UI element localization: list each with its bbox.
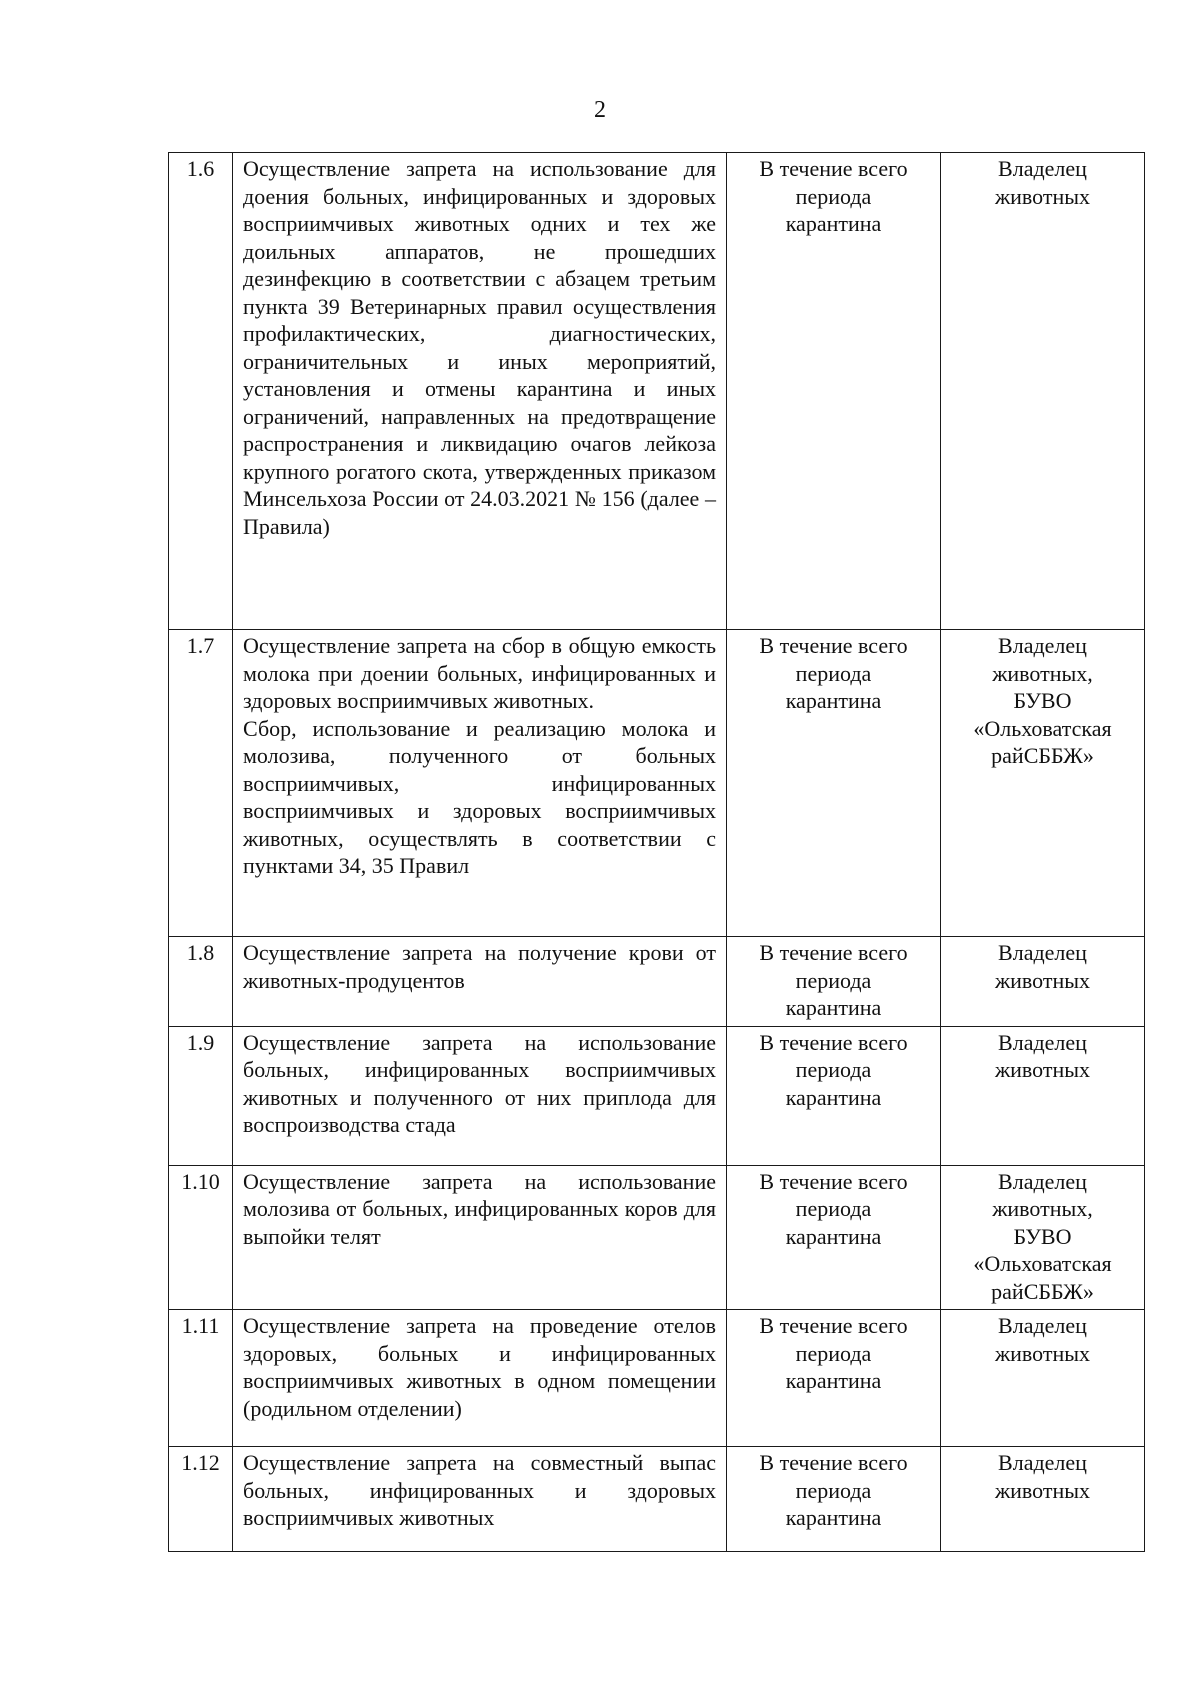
measure-description: Осуществление запрета на использование больных, инфицированных восприимчивых животных и полученного от них приплода для воспроизводства стада (233, 1026, 727, 1165)
measure-timing: В течение всего периода карантина (727, 1310, 941, 1447)
table-row (169, 153, 1145, 630)
table-row (169, 1026, 1145, 1165)
measure-responsible: Владелец животных, БУВО «Ольховатская райСББЖ» (941, 630, 1145, 937)
row-number: 1.10 (169, 1165, 233, 1310)
measure-responsible: Владелец животных, БУВО «Ольховатская райСББЖ» (941, 1165, 1145, 1310)
table-row (169, 1165, 1145, 1310)
table-row (169, 937, 1145, 1027)
measure-timing: В течение всего периода карантина (727, 1447, 941, 1552)
measure-responsible: Владелец животных (941, 937, 1145, 1027)
measure-description: Осуществление запрета на проведение отелов здоровых, больных и инфицированных восприимчивых животных в одном помещении (родильном отделении) (233, 1310, 727, 1447)
measure-responsible: Владелец животных (941, 1310, 1145, 1447)
table-row (169, 630, 1145, 937)
row-number: 1.7 (169, 630, 233, 937)
measure-timing: В течение всего периода карантина (727, 937, 941, 1027)
table-row (169, 1310, 1145, 1447)
measure-description: Осуществление запрета на использование молозива от больных, инфицированных коров для выпойки телят (233, 1165, 727, 1310)
table-row (169, 1447, 1145, 1552)
measure-timing: В течение всего периода карантина (727, 153, 941, 630)
measure-timing: В течение всего периода карантина (727, 1026, 941, 1165)
row-number: 1.12 (169, 1447, 233, 1552)
measure-description: Осуществление запрета на сбор в общую емкость молока при доении больных, инфицированных и здоровых восприимчивых животных. Сбор, использование и реализацию молока и молозива, полученного от больных восприимчивых, инфицированных восприимчивых и здоровых восприимчивых животных, осуществлять в соответствии с пунктами 34, 35 Правил (233, 630, 727, 937)
row-number: 1.6 (169, 153, 233, 630)
measure-responsible: Владелец животных (941, 153, 1145, 630)
row-number: 1.9 (169, 1026, 233, 1165)
measures-table (168, 152, 1145, 1552)
measure-description: Осуществление запрета на получение крови от животных-продуцентов (233, 937, 727, 1027)
row-number: 1.11 (169, 1310, 233, 1447)
measure-description: Осуществление запрета на использование для доения больных, инфицированных и здоровых восприимчивых животных одних и тех же доильных аппаратов, не прошедших дезинфекцию в соответствии с абзацем третьим пункта 39 Ветеринарных правил осуществления профилактических, диагностических, ограничительных и иных мероприятий, установления и отмены карантина и иных ограничений, направленных на предотвращение распространения и ликвидацию очагов лейкоза крупного рогатого скота, утвержденных приказом Минсельхоза России от 24.03.2021 № 156 (далее – Правила) (233, 153, 727, 630)
row-number: 1.8 (169, 937, 233, 1027)
page-number: 2 (594, 97, 606, 123)
measure-responsible: Владелец животных (941, 1026, 1145, 1165)
measure-timing: В течение всего периода карантина (727, 1165, 941, 1310)
measure-timing: В течение всего периода карантина (727, 630, 941, 937)
measure-description: Осуществление запрета на совместный выпас больных, инфицированных и здоровых восприимчивых животных (233, 1447, 727, 1552)
measure-responsible: Владелец животных (941, 1447, 1145, 1552)
